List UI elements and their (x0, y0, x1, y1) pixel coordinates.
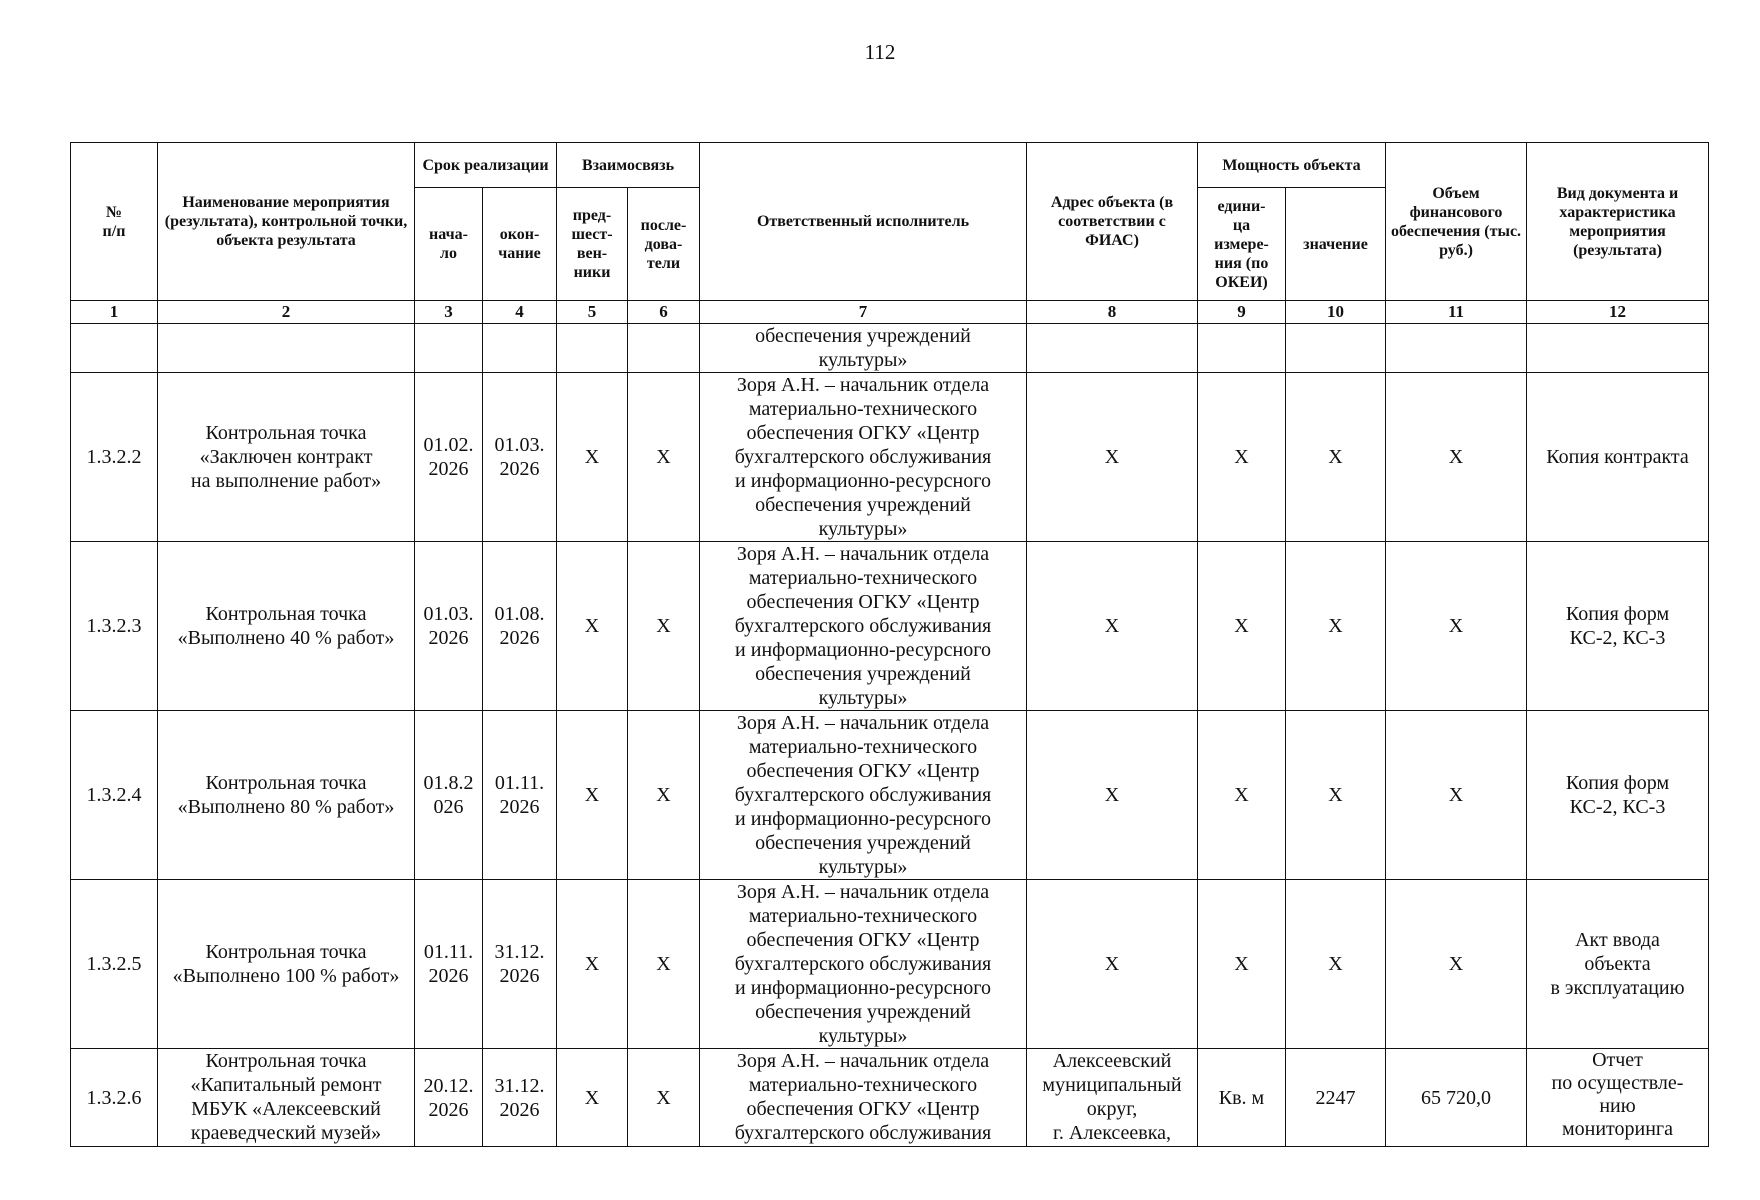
row-number: 1.3.2.6 (71, 1049, 158, 1147)
row-address: X (1027, 542, 1198, 711)
column-number: 4 (483, 301, 557, 324)
row-name: Контрольная точка «Капитальный ремонт МБУК «Алексеевский краеведческий музей» (158, 1049, 415, 1147)
row-finance: X (1386, 711, 1527, 880)
header-relation: Взаимосвязь (557, 143, 700, 188)
table-row (71, 373, 1709, 542)
row-start-date: 01.03. 2026 (415, 542, 483, 711)
row-start-date: 01.11. 2026 (415, 880, 483, 1049)
row-value: X (1286, 880, 1386, 1049)
header-predecessors: пред- шест- вен- ники (557, 188, 628, 301)
column-number: 10 (1286, 301, 1386, 324)
header-responsible: Ответственный исполнитель (700, 143, 1027, 301)
column-number: 1 (71, 301, 158, 324)
row-predecessors: X (557, 542, 628, 711)
row-responsible: Зоря А.Н. – начальник отдела материально-технического обеспечения ОГКУ «Центр бухгалтерского обслуживания и информационно-ресурсного обеспечения учреждений культуры» (700, 373, 1027, 542)
row-responsible: Зоря А.Н. – начальник отдела материально-технического обеспечения ОГКУ «Центр бухгалтерского обслуживания и информационно-ресурсного обеспечения учреждений культуры» (700, 711, 1027, 880)
row-predecessors: X (557, 373, 628, 542)
row-end-date: 01.11. 2026 (483, 711, 557, 880)
row-address: Алексеевский муниципальный округ, г. Алексеевка, (1027, 1049, 1198, 1147)
row-unit: X (1198, 880, 1286, 1049)
row-successors: X (628, 373, 700, 542)
column-numbers-row (71, 301, 1709, 324)
header-successors: после- дова- тели (628, 188, 700, 301)
row-successors: X (628, 542, 700, 711)
column-number: 2 (158, 301, 415, 324)
row-value: X (1286, 542, 1386, 711)
page-number: 112 (864, 40, 896, 64)
header-start: нача- ло (415, 188, 483, 301)
row-number: 1.3.2.2 (71, 373, 158, 542)
column-number: 11 (1386, 301, 1527, 324)
plan-table (70, 142, 1709, 1147)
row-value: X (1286, 373, 1386, 542)
table-row (71, 880, 1709, 1049)
header-capacity: Мощность объекта (1198, 143, 1386, 188)
column-number: 7 (700, 301, 1027, 324)
continuation-text: обеспечения учреждений культуры» (700, 324, 1027, 373)
row-successors: X (628, 880, 700, 1049)
row-name: Контрольная точка «Выполнено 40 % работ» (158, 542, 415, 711)
header-finance: Объем финансового обеспечения (тыс. руб.) (1386, 143, 1527, 301)
header-name: Наименование мероприятия (результата), контрольной точки, объекта результата (158, 143, 415, 301)
row-name: Контрольная точка «Выполнено 80 % работ» (158, 711, 415, 880)
header-row-1 (71, 143, 1709, 188)
row-end-date: 01.08. 2026 (483, 542, 557, 711)
header-doc-type: Вид документа и характеристика мероприятия (результата) (1527, 143, 1709, 301)
column-number: 8 (1027, 301, 1198, 324)
row-number: 1.3.2.4 (71, 711, 158, 880)
column-number: 6 (628, 301, 700, 324)
row-unit: X (1198, 711, 1286, 880)
header-value: значение (1286, 188, 1386, 301)
row-responsible: Зоря А.Н. – начальник отдела материально-технического обеспечения ОГКУ «Центр бухгалтерского обслуживания и информационно-ресурсного обеспечения учреждений культуры» (700, 880, 1027, 1049)
row-responsible: Зоря А.Н. – начальник отдела материально-технического обеспечения ОГКУ «Центр бухгалтерского обслуживания и информационно-ресурсного обеспечения учреждений культуры» (700, 542, 1027, 711)
row-start-date: 01.8.2 026 (415, 711, 483, 880)
row-name: Контрольная точка «Выполнено 100 % работ» (158, 880, 415, 1049)
column-number: 3 (415, 301, 483, 324)
row-successors: X (628, 711, 700, 880)
row-successors: X (628, 1049, 700, 1147)
row-number: 1.3.2.5 (71, 880, 158, 1049)
table-row (71, 542, 1709, 711)
row-document: Акт ввода объекта в эксплуатацию (1527, 880, 1709, 1049)
row-end-date: 31.12. 2026 (483, 880, 557, 1049)
row-end-date: 01.03. 2026 (483, 373, 557, 542)
row-start-date: 01.02. 2026 (415, 373, 483, 542)
column-number: 9 (1198, 301, 1286, 324)
row-unit: X (1198, 542, 1286, 711)
row-value: X (1286, 711, 1386, 880)
row-responsible: Зоря А.Н. – начальник отдела материально-технического обеспечения ОГКУ «Центр бухгалтерского обслуживания (700, 1049, 1027, 1147)
row-predecessors: X (557, 711, 628, 880)
row-finance: X (1386, 373, 1527, 542)
row-number: 1.3.2.3 (71, 542, 158, 711)
column-number: 5 (557, 301, 628, 324)
header-period: Срок реализации (415, 143, 557, 188)
continuation-row (71, 324, 1709, 373)
row-document: Копия контракта (1527, 373, 1709, 542)
row-name: Контрольная точка «Заключен контракт на выполнение работ» (158, 373, 415, 542)
row-unit: Кв. м (1198, 1049, 1286, 1147)
row-finance: X (1386, 880, 1527, 1049)
row-address: X (1027, 880, 1198, 1049)
row-unit: X (1198, 373, 1286, 542)
row-finance: 65 720,0 (1386, 1049, 1527, 1147)
row-predecessors: X (557, 880, 628, 1049)
row-address: X (1027, 373, 1198, 542)
row-document: Копия форм КС-2, КС-3 (1527, 542, 1709, 711)
header-unit: едини- ца измере- ния (по ОКЕИ) (1198, 188, 1286, 301)
row-finance: X (1386, 542, 1527, 711)
table-row (71, 1049, 1709, 1147)
header-num: № п/п (71, 143, 158, 301)
column-number: 12 (1527, 301, 1709, 324)
row-document: Отчет по осуществле- нию мониторинга (1527, 1049, 1709, 1147)
row-document: Копия форм КС-2, КС-3 (1527, 711, 1709, 880)
row-predecessors: X (557, 1049, 628, 1147)
row-start-date: 20.12. 2026 (415, 1049, 483, 1147)
row-value: 2247 (1286, 1049, 1386, 1147)
header-address: Адрес объекта (в соответствии с ФИАС) (1027, 143, 1198, 301)
table-row (71, 711, 1709, 880)
row-address: X (1027, 711, 1198, 880)
row-end-date: 31.12. 2026 (483, 1049, 557, 1147)
header-end: окон- чание (483, 188, 557, 301)
